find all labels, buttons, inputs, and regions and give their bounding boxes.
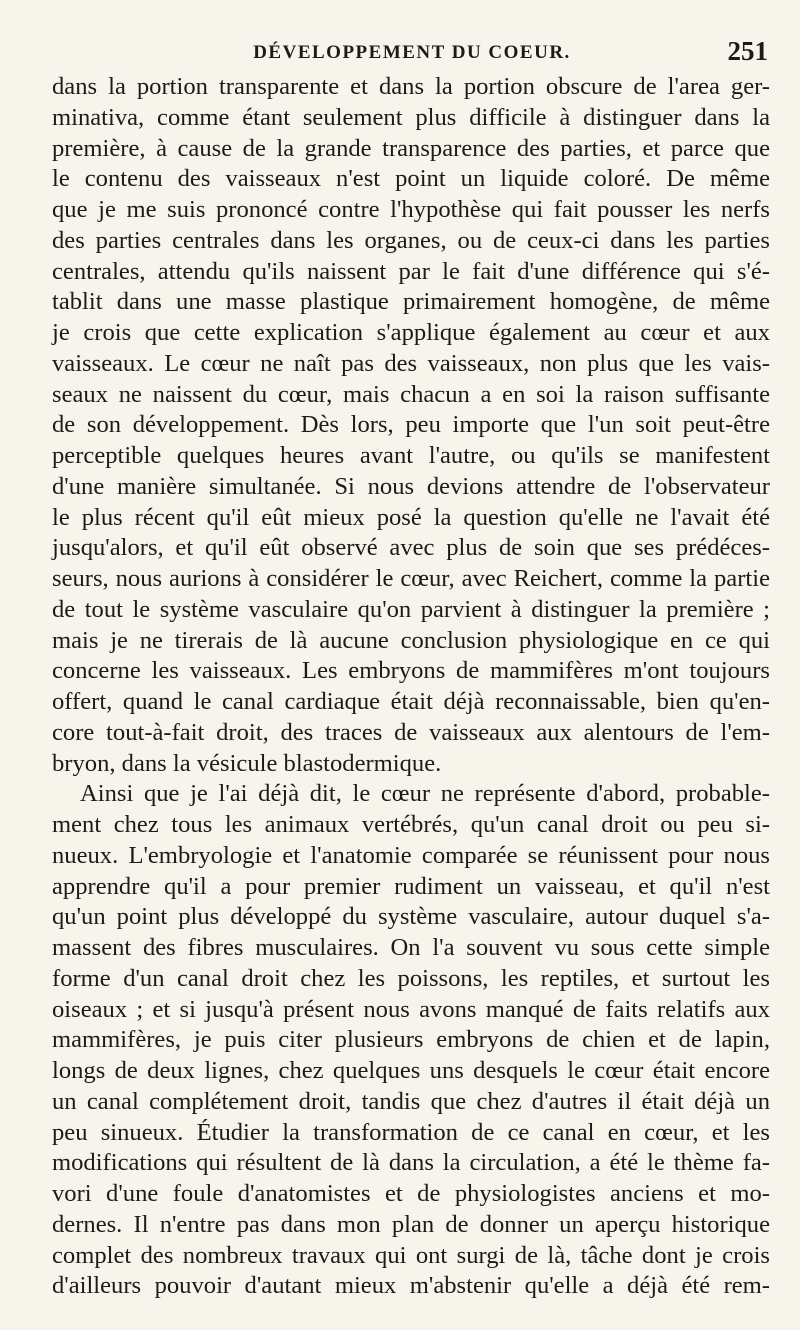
text-line: première, à cause de la grande transparence des parties, et parce que	[52, 134, 770, 162]
text-line: le plus récent qu'il eût mieux posé la question qu'elle ne l'avait été	[52, 503, 770, 531]
text-line: nueux. L'embryologie et l'anatomie comparée se réunissent pour nous	[52, 841, 770, 869]
running-head	[52, 36, 772, 70]
text-line: bryon, dans la vésicule blastodermique.	[52, 749, 442, 777]
text-line: d'ailleurs pouvoir d'autant mieux m'abstenir qu'elle a déjà été rem-	[52, 1272, 770, 1300]
text-line: seaux ne naissent du cœur, mais chacun a en soi la raison suffisante	[52, 380, 770, 408]
text-line: offert, quand le canal cardiaque était déjà reconnaissable, bien qu'en-	[52, 688, 770, 715]
text-line: dernes. Il n'entre pas dans mon plan de donner un aperçu historique	[52, 1210, 770, 1238]
text-line: concerne les vaisseaux. Les embryons de mammifères m'ont toujours	[52, 657, 770, 685]
text-line: centrales, attendu qu'ils naissent par le fait d'une différence qui s'é-	[52, 257, 770, 285]
body-text	[52, 72, 770, 1302]
text-line: qu'un point plus développé du système vasculaire, autour duquel s'a-	[52, 903, 770, 931]
text-line: peu sinueux. Étudier la transformation de ce canal en cœur, et les	[52, 1118, 770, 1146]
text-line: ment chez tous les animaux vertébrés, qu'un canal droit ou peu si-	[52, 811, 770, 838]
text-line: le contenu des vaisseaux n'est point un liquide coloré. De même	[52, 165, 770, 193]
text-line: mais je ne tirerais de là aucune conclusion physiologique en ce qui	[52, 626, 770, 654]
text-line: minativa, comme étant seulement plus difficile à distinguer dans la	[52, 103, 770, 131]
text-line: dans la portion transparente et dans la portion obscure de l'area ger-	[52, 73, 770, 100]
text-line: massent des fibres musculaires. On l'a souvent vu sous cette simple	[52, 934, 770, 961]
text-line: que je me suis prononcé contre l'hypothèse qui fait pousser les nerfs	[52, 196, 770, 223]
text-line: vaisseaux. Le cœur ne naît pas des vaisseaux, non plus que les vais-	[52, 349, 770, 377]
text-line: mammifères, je puis citer plusieurs embryons de chien et de lapin,	[52, 1026, 770, 1054]
text-line: vori d'une foule d'anatomistes et de physiologistes anciens et mo-	[52, 1180, 770, 1207]
text-line: modifications qui résultent de là dans la circulation, a été le thème fa-	[52, 1149, 770, 1177]
text-line: un canal complétement droit, tandis que chez d'autres il était déjà un	[52, 1087, 770, 1115]
text-line: tablit dans une masse plastique primairement homogène, de même	[52, 288, 770, 316]
text-line: d'une manière simultanée. Si nous devions attendre de l'observateur	[52, 472, 770, 500]
text-line: complet des nombreux travaux qui ont surgi de là, tâche dont je crois	[52, 1241, 770, 1269]
running-title: DÉVELOPPEMENT DU COEUR.	[253, 42, 571, 63]
page-number: 251	[727, 36, 768, 66]
text-line: de son développement. Dès lors, peu importe que l'un soit peut-être	[52, 411, 770, 439]
text-line: de tout le système vasculaire qu'on parvient à distinguer la première ;	[52, 595, 770, 623]
text-line: Ainsi que je l'ai déjà dit, le cœur ne représente d'abord, probable-	[80, 780, 770, 808]
text-line: seurs, nous aurions à considérer le cœur, avec Reichert, comme la partie	[52, 565, 770, 592]
text-line: je crois que cette explication s'applique également au cœur et aux	[52, 319, 770, 346]
text-line: oiseaux ; et si jusqu'à présent nous avons manqué de faits relatifs aux	[52, 995, 770, 1023]
text-line: perceptible quelques heures avant l'autre, ou qu'ils se manifestent	[52, 442, 770, 469]
text-line: jusqu'alors, et qu'il eût observé avec plus de soin que ses prédéces-	[52, 534, 770, 562]
text-line: des parties centrales dans les organes, ou de ceux-ci dans les parties	[52, 226, 770, 254]
text-line: forme d'un canal droit chez les poissons, les reptiles, et surtout les	[52, 964, 770, 992]
text-line: apprendre qu'il a pour premier rudiment un vaisseau, et qu'il n'est	[52, 872, 770, 900]
text-line: longs de deux lignes, chez quelques uns desquels le cœur était encore	[52, 1057, 770, 1084]
text-line: core tout-à-fait droit, des traces de vaisseaux aux alentours de l'em-	[52, 718, 770, 746]
